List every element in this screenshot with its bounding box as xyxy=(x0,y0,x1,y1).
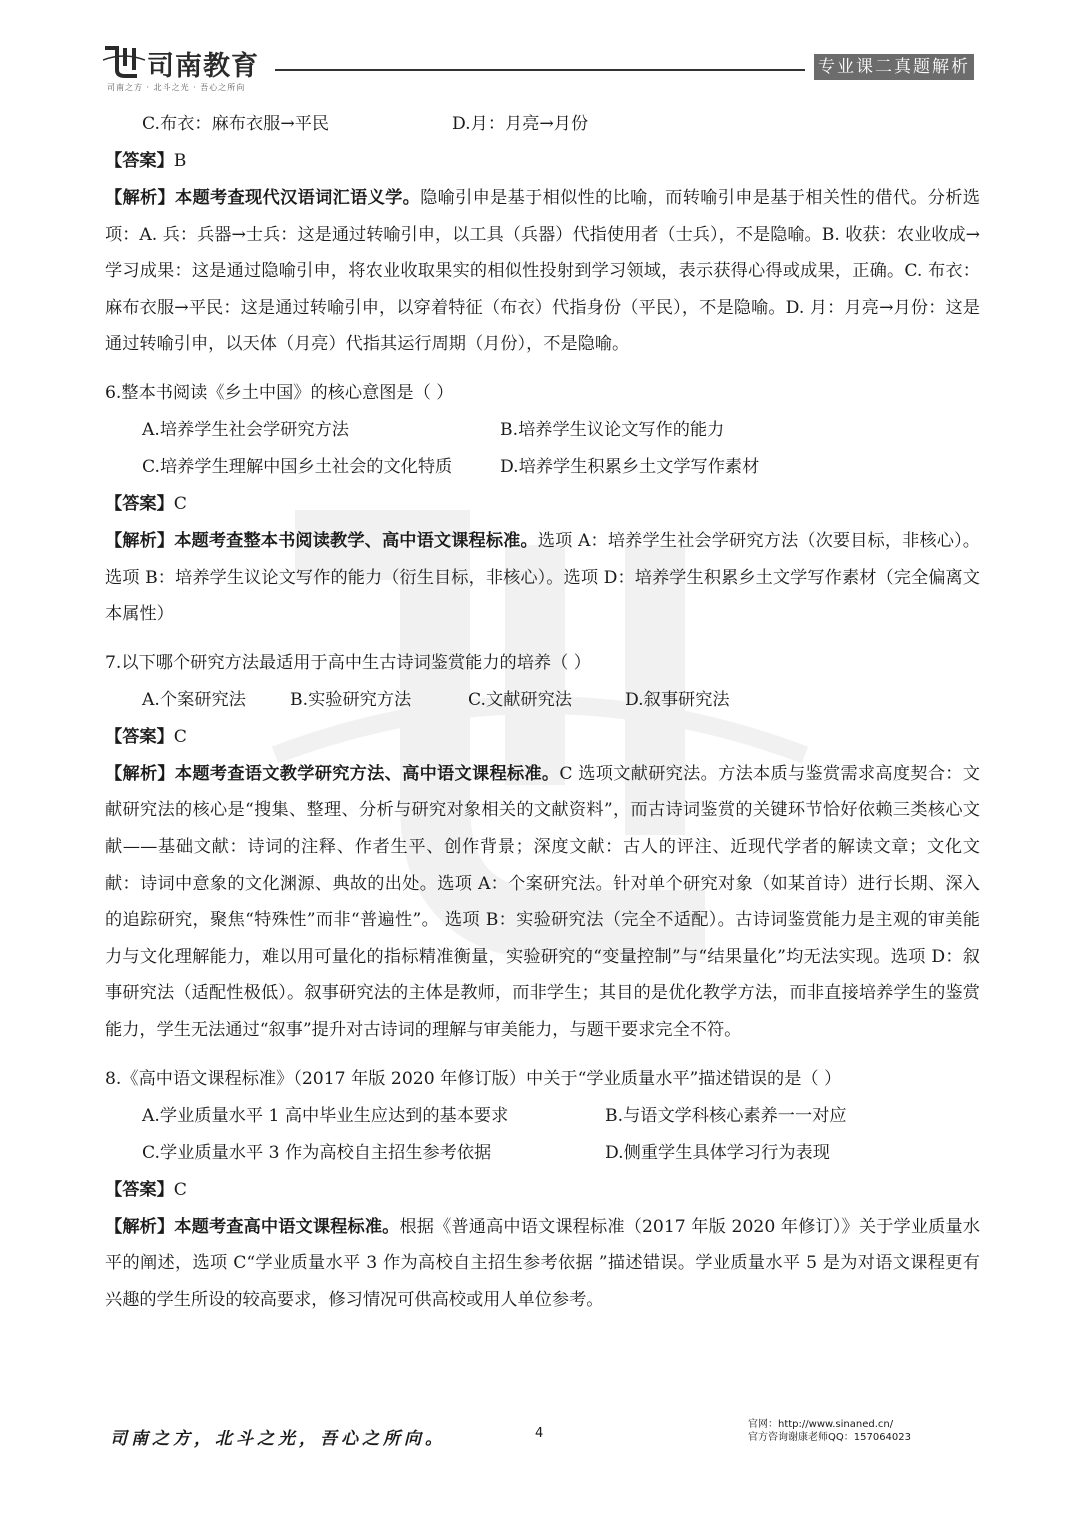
q7-question: 7.以下哪个研究方法最适用于高中生古诗词鉴赏能力的培养（ ） xyxy=(105,652,591,673)
q7-analysis xyxy=(105,756,980,1049)
header-divider xyxy=(275,69,805,71)
footer-slogan: 司南之方，北斗之光，吾心之所向。 xyxy=(110,1429,446,1449)
analysis-topic: 本题考查现代汉语词汇语义学。 xyxy=(175,188,421,208)
q7-option-c: C.文献研究法 xyxy=(468,689,572,710)
page-footer xyxy=(0,1410,1080,1470)
analysis-text: C 选项文献研究法。方法本质与鉴赏需求高度契合：文献研究法的核心是“搜集、整理、分析与研究对象相关的文献资料”，而古诗词鉴赏的关键环节恰好依赖三类核心文献——基础文献：诗词的注释、作者生平、创作背景；深度文献：古人的评注、近现代学者的解读文章；文化文献：诗词中意象的文化渊源、典故的出处。选项 A：个案研究法。针对单个研究对象（如某首诗）进行长期、深入的追踪研究，聚焦“特殊性”而非“普遍性”。 选项 B：实验研究法（完全不适配）。古诗词鉴赏能力是主观的审美能力与文化理解能力，难以用可量化的指标精准衡量，实验研究的“变量控制”与“结果量化”均无法实现。选项 D：叙事研究法（适配性极低）。叙事研究法的主体是教师，而非学生；其目的是优化教学方法，而非直接培养学生的鉴赏能力，学生无法通过“叙事”提升对古诗词的理解与审美能力，与题干要求完全不符。 xyxy=(105,763,980,1040)
q5-option-c: C.布衣：麻布衣服→平民 xyxy=(142,114,330,134)
q5-options-cd xyxy=(105,106,980,143)
q7-answer xyxy=(105,719,980,756)
analysis-label: 【解析】 xyxy=(105,763,175,784)
analysis-label: 【解析】 xyxy=(105,188,176,208)
answer-label: 【答案】 xyxy=(105,726,174,747)
answer-value: C xyxy=(173,493,187,514)
q8-options-ab xyxy=(105,1098,980,1135)
logo-mark-icon xyxy=(103,42,145,80)
logo-slogan: 司南之方 · 北斗之光 · 吾心之所向 xyxy=(107,83,246,92)
logo-text: 司南教育 xyxy=(147,51,259,82)
q6-option-d: D.培养学生积累乡土文学写作素材 xyxy=(500,456,760,477)
answer-label: 【答案】 xyxy=(105,151,174,171)
q7-options xyxy=(105,682,980,719)
q8-answer xyxy=(105,1172,980,1209)
answer-value: C xyxy=(173,1179,187,1200)
contact-qq: 官方咨询谢康老师QQ：157064023 xyxy=(748,1432,912,1443)
analysis-label: 【解析】 xyxy=(105,530,175,551)
analysis-label: 【解析】 xyxy=(105,1216,175,1237)
q6-options-cd xyxy=(105,449,980,486)
page-content xyxy=(105,106,980,1318)
q6-options-ab xyxy=(105,412,980,449)
page-number: 4 xyxy=(535,1426,544,1441)
q7-option-d: D.叙事研究法 xyxy=(625,689,730,710)
q6-analysis xyxy=(105,523,980,633)
answer-value: B xyxy=(173,151,187,171)
analysis-text: 选项 A：培养学生社会学研究方法（次要目标，非核心）。选项 B：培养学生议论文写作的能力（衍生目标，非核心）。选项 D：培养学生积累乡土文学写作素材（完全偏离文本属性） xyxy=(105,530,980,625)
q8-option-b: B.与语文学科核心素养一一对应 xyxy=(605,1105,847,1126)
q6-option-b: B.培养学生议论文写作的能力 xyxy=(500,419,725,440)
analysis-text: 隐喻引申是基于相似性的比喻，而转喻引申是基于相关性的借代。分析选项：A. 兵：兵器→士兵：这是通过转喻引申，以工具（兵器）代指使用者（士兵），不是隐喻。B. 收获：农业收成→学习成果：这是通过隐喻引申，将农业收取果实的相似性投射到学习领域，表示获得心得或成果，正确。C. 布衣：麻布衣服→平民：这是通过转喻引申，以穿着特征（布衣）代指身份（平民），不是隐喻。D. 月：月亮→月份：这是通过转喻引申，以天体（月亮）代指其运行周期（月份），不是隐喻。 xyxy=(105,188,980,355)
q5-option-d: D.月：月亮→月份 xyxy=(452,114,589,134)
q8-option-a: A.学业质量水平 1 高中毕业生应达到的基本要求 xyxy=(142,1105,509,1126)
q6-answer xyxy=(105,486,980,523)
section-tag: 专业课二真题解析 xyxy=(814,54,974,80)
q6-option-a: A.培养学生社会学研究方法 xyxy=(142,419,349,440)
analysis-topic: 本题考查高中语文课程标准。 xyxy=(174,1216,400,1237)
q5-analysis xyxy=(105,180,980,363)
answer-value: C xyxy=(173,726,187,747)
q5-answer xyxy=(105,143,980,180)
q8-analysis xyxy=(105,1209,980,1319)
answer-label: 【答案】 xyxy=(105,493,174,514)
website-link[interactable]: 官网：http://www.sinaned.cn/ xyxy=(748,1419,894,1430)
q7-option-b: B.实验研究方法 xyxy=(290,689,412,710)
q8-option-c: C.学业质量水平 3 作为高校自主招生参考依据 xyxy=(142,1142,492,1163)
analysis-topic: 本题考查语文教学研究方法、高中语文课程标准。 xyxy=(174,763,560,784)
q6-option-c: C.培养学生理解中国乡土社会的文化特质 xyxy=(142,456,453,477)
answer-label: 【答案】 xyxy=(105,1179,174,1200)
q8-option-d: D.侧重学生具体学习行为表现 xyxy=(605,1142,830,1163)
page-header xyxy=(0,0,1080,100)
q6-question: 6.整本书阅读《乡土中国》的核心意图是（ ） xyxy=(105,382,454,403)
analysis-topic: 本题考查整本书阅读教学、高中语文课程标准。 xyxy=(174,530,538,551)
sinan-logo xyxy=(103,42,273,94)
footer-contact xyxy=(748,1418,911,1444)
analysis-text: 根据《普通高中语文课程标准（2017 年版 2020 年修订）》关于学业质量水平的阐述，选项 C“学业质量水平 3 作为高校自主招生参考依据 ”描述错误。学业质量水平 5 是为对语文课程更有兴趣的学生所设的较高要求，修习情况可供高校或用人单位参考。 xyxy=(105,1216,980,1310)
q7-option-a: A.个案研究法 xyxy=(142,689,246,710)
q8-options-cd xyxy=(105,1135,980,1172)
q8-question: 8.《高中语文课程标准》（2017 年版 2020 年修订版）中关于“学业质量水平”描述错误的是（ ） xyxy=(105,1068,842,1089)
